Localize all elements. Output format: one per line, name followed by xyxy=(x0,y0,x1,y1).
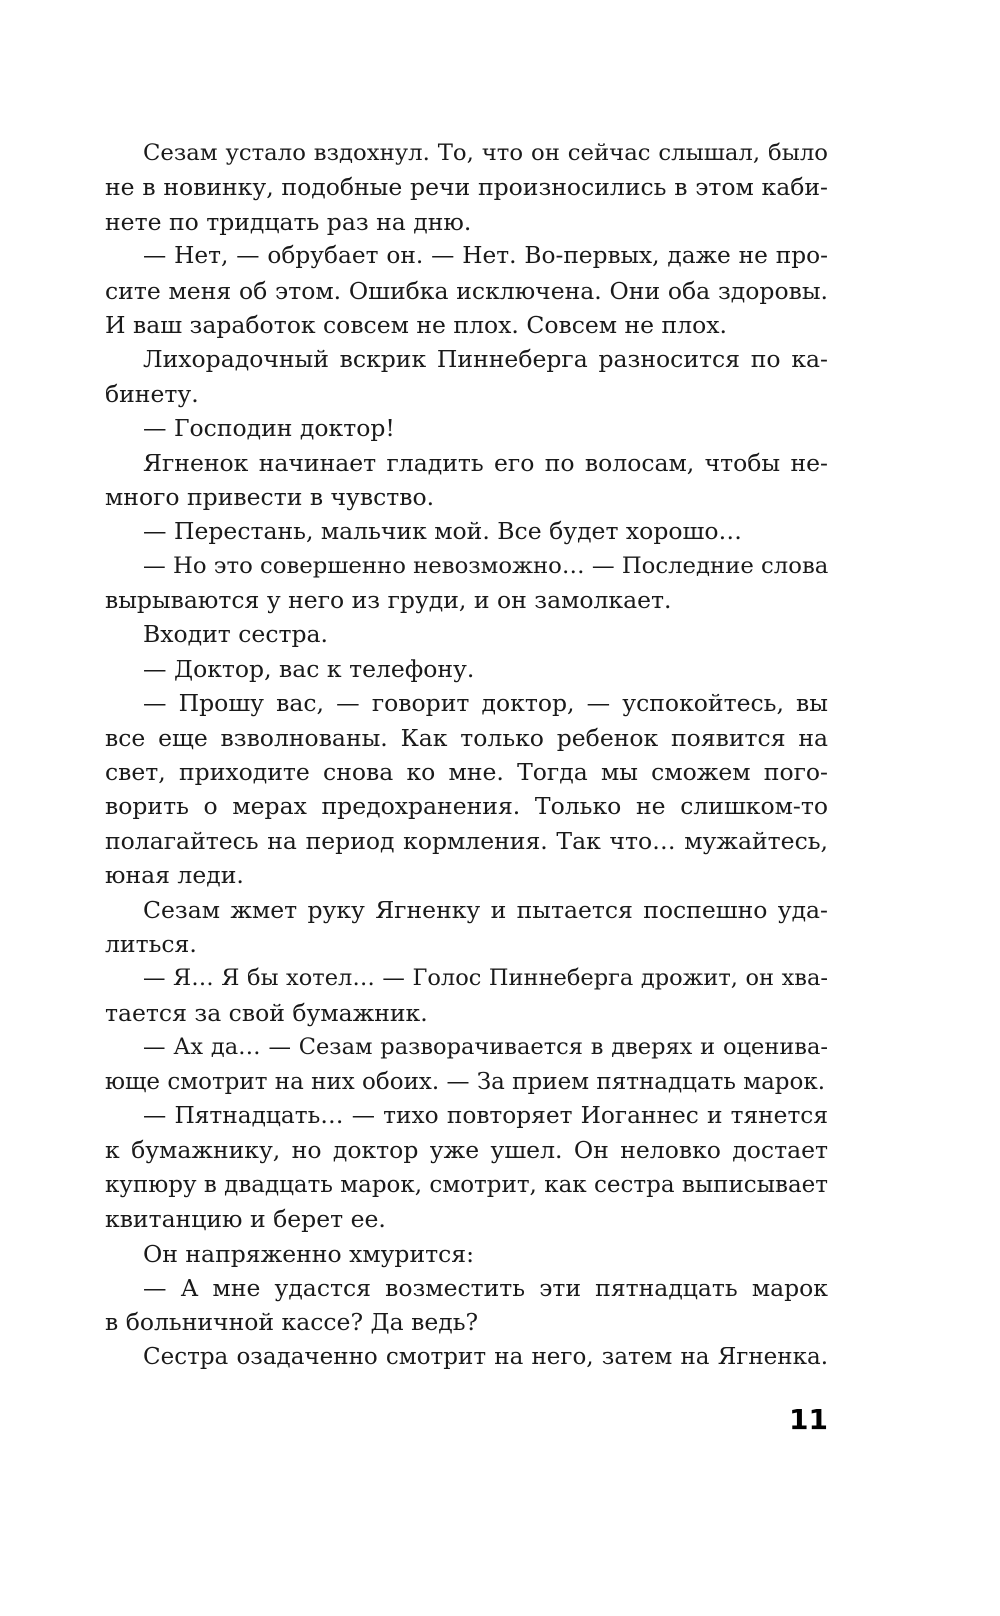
text-line: все еще взволнованы. Как только ребенок появится на xyxy=(105,723,828,752)
text-line: Ягненок начинает гладить его по волосам, чтобы не- xyxy=(143,448,828,477)
text-line: юще смотрит на них обоих. — За прием пятнадцать марок. xyxy=(105,1068,826,1095)
text-line: купюру в двадцать марок, смотрит, как сестра выписывает xyxy=(105,1171,828,1198)
text-line: — Нет, — обрубает он. — Нет. Во-первых, даже не про- xyxy=(143,242,828,270)
text-line: — Перестань, мальчик мой. Все будет хорошо… xyxy=(143,517,743,546)
text-line: Входит сестра. xyxy=(143,620,329,649)
text-line: в больничной кассе? Да ведь? xyxy=(105,1308,479,1337)
page-number: 11 xyxy=(789,1403,828,1436)
body-text xyxy=(105,136,828,1374)
text-line: Сестра озадаченно смотрит на него, затем на Ягненка. xyxy=(143,1343,828,1370)
text-line: не в новинку, подобные речи произносились в этом каби- xyxy=(105,173,828,202)
text-line: — Доктор, вас к телефону. xyxy=(143,654,475,683)
text-line: вырываются у него из груди, и он замолкает. xyxy=(105,586,672,615)
text-line: — Но это совершенно невозможно… — Последние слова xyxy=(143,552,829,579)
text-line: И ваш заработок совсем не плох. Совсем не плох. xyxy=(105,310,728,339)
text-line: — Господин доктор! xyxy=(143,414,395,443)
text-line: полагайтесь на период кормления. Так что… мужайтесь, xyxy=(105,826,828,855)
text-line: — Я… Я бы хотел… — Голос Пиннеберга дрожит, он хва- xyxy=(143,965,828,992)
text-line: — А мне удастся возместить эти пятнадцать марок xyxy=(143,1273,828,1302)
text-line: много привести в чувство. xyxy=(105,482,435,511)
text-line: — Пятнадцать… — тихо повторяет Иоганнес и тянется xyxy=(143,1101,828,1129)
text-line: литься. xyxy=(105,929,197,958)
text-line: бинету. xyxy=(105,379,199,408)
text-line: юная леди. xyxy=(105,861,244,890)
text-line: Лихорадочный вскрик Пиннеберга разносится по ка- xyxy=(143,345,828,374)
text-line: Он напряженно хмурится: xyxy=(143,1239,475,1268)
text-line: Сезам жмет руку Ягненку и пытается поспешно уда- xyxy=(143,895,828,924)
text-line: ворить о мерах предохранения. Только не слишком-то xyxy=(105,792,828,821)
text-line: к бумажнику, но доктор уже ушел. Он неловко достает xyxy=(105,1136,828,1165)
text-line: — Прошу вас, — говорит доктор, — успокойтесь, вы xyxy=(143,689,828,718)
text-line: тается за свой бумажник. xyxy=(105,998,428,1027)
text-line: сите меня об этом. Ошибка исключена. Они оба здоровы. xyxy=(105,276,828,305)
text-line: квитанцию и берет ее. xyxy=(105,1205,386,1234)
text-line: Сезам устало вздохнул. То, что он сейчас слышал, было xyxy=(143,140,828,166)
text-line: — Ах да… — Сезам разворачивается в дверях и оценива- xyxy=(143,1034,828,1061)
text-line: нете по тридцать раз на дню. xyxy=(105,207,472,236)
text-line: свет, приходите снова ко мне. Тогда мы сможем пого- xyxy=(105,758,828,787)
